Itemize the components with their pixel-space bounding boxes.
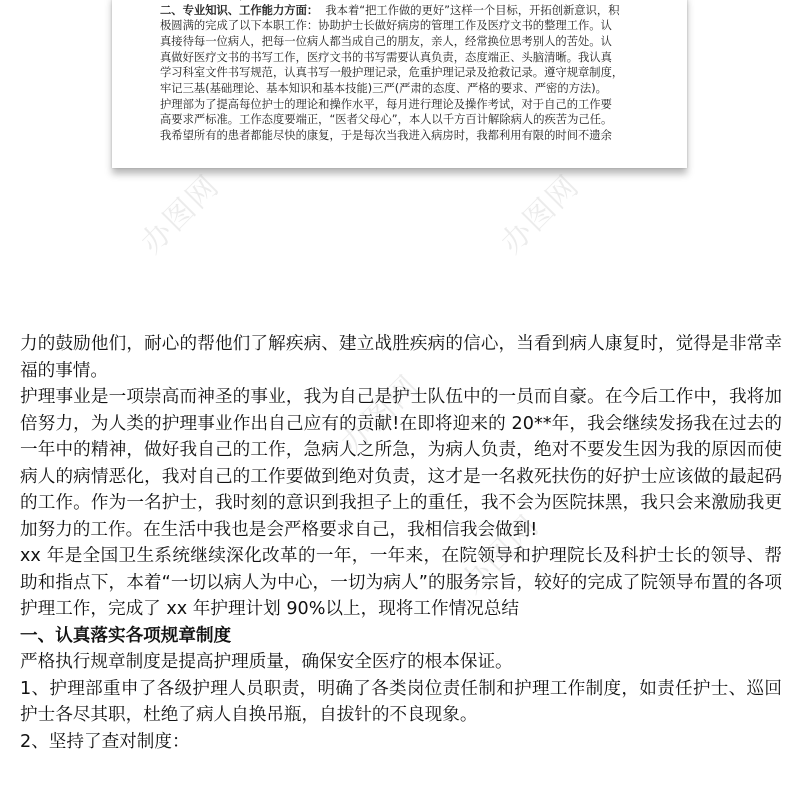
preview-line: 牢记三基(基础理论、基本知识和基本技能)三严(严肃的态度、严格的要求、严密的方法)。: [160, 81, 607, 95]
preview-line: 真接待每一位病人，把每一位病人都当成自己的朋友，亲人，经常换位思考别人的苦处。认: [160, 34, 612, 48]
preview-area: [0, 0, 800, 322]
paragraph: 护理事业是一项崇高而神圣的事业，我为自己是护士队伍中的一员而自豪。在今后工作中，我将加倍努力，为人类的护理事业作出自己应有的贡献!在即将迎来的 20**年，我会继续发扬我在过去的一年中的精神，做好我自己的工作，急病人之所急，为病人负责，绝对不要发生因为我的原因而使病人的病情恶化，我对自己的工作要做到绝对负责，这才是一名救死扶伤的好护士应该做的最起码的工作。作为一名护士，我时刻的意识到我担子上的重任，我不会为医院抹黑，我只会来激励我更加努力的工作。在生活中我也是会严格要求自己，我相信我会做到!: [20, 387, 782, 540]
watermark: 办图网: [494, 168, 587, 261]
list-item: 2、坚持了查对制度：: [20, 731, 190, 752]
preview-line: 高要求严标准。工作态度要端正，“医者父母心”，本人以千方百计解除病人的疾苦为己任。: [160, 113, 613, 127]
preview-line: 真做好医疗文书的书写工作，医疗文书的书写需要认真负责，态度端正、头脑清晰。我认真: [160, 50, 612, 64]
preview-line-text: 我本着“把工作做的更好”这样一个目标，开拓创新意识，积: [325, 3, 620, 17]
preview-line: 我希望所有的患者都能尽快的康复，于是每次当我进入病房时，我都利用有限的时间不遗余: [160, 128, 612, 142]
document-preview-card[interactable]: [112, 0, 687, 168]
watermark: 办图网: [134, 168, 227, 261]
paragraph: xx 年是全国卫生系统继续深化改革的一年，一年来，在院领导和护理院长及科护士长的领导、帮助和指点下，本着“一切以病人为中心，一切为病人”的服务宗旨，较好的完成了院领导布置的各项护理工作，完成了 xx 年护理计划 90%以上，现将工作情况总结: [20, 546, 782, 619]
preview-section-heading: 二、专业知识、工作能力方面：: [160, 3, 319, 17]
watermark: 办图网: [334, 368, 427, 461]
preview-line: 极圆满的完成了以下本职工作：协助护士长做好病房的管理工作及医疗文书的整理工作。认: [160, 19, 612, 33]
document-body: [20, 331, 782, 755]
preview-line: 学习科室文件书写规范，认真书写一般护理记录，危重护理记录及抢救记录。遵守规章制度，: [160, 66, 624, 80]
preview-text: [160, 0, 660, 144]
paragraph: 严格执行规章制度是提高护理质量，确保安全医疗的根本保证。: [20, 652, 513, 672]
section-heading: 一、认真落实各项规章制度: [20, 625, 232, 646]
list-item: 1、护理部重申了各级护理人员职责，明确了各类岗位责任制和护理工作制度，如责任护士、巡回护士各尽其职，杜绝了病人自换吊瓶，自拔针的不良现象。: [20, 678, 782, 725]
watermark: 办图网: [454, 508, 547, 601]
preview-line: [160, 3, 660, 19]
preview-line: 护理部为了提高每位护士的理论和操作水平，每月进行理论及操作考试，对于自己的工作要: [160, 97, 612, 111]
paragraph: 力的鼓励他们，耐心的帮他们了解疾病、建立战胜疾病的信心，当看到病人康复时，觉得是非常幸福的事情。: [20, 334, 782, 381]
